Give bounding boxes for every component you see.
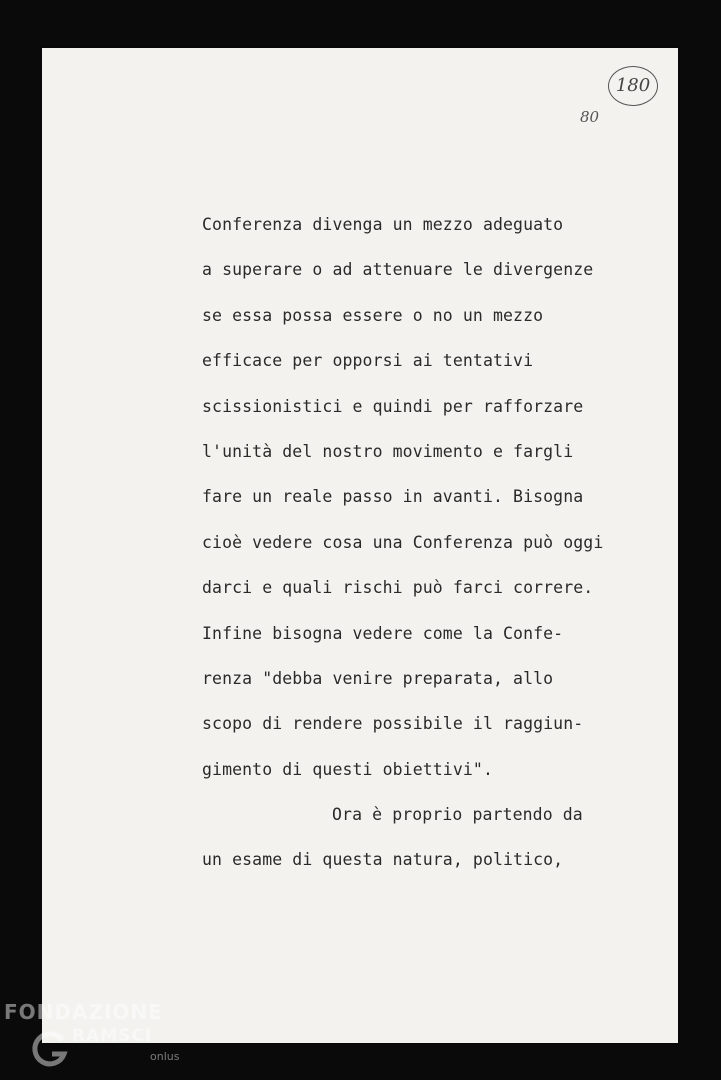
text-line: a superare o ad attenuare le divergenze [202,260,594,280]
typewritten-text [202,212,682,893]
folio-number-pencil: 80 [580,108,600,126]
watermark-line1: FONDAZIONE [4,1000,163,1024]
text-line: Ora è proprio partendo da [332,805,583,825]
text-line: un esame di questa natura, politico, [202,850,564,870]
watermark-line2: RAMSCI [72,1026,153,1046]
document-page [42,48,678,1043]
text-line: darci e quali rischi può farci correre. [202,578,594,598]
watermark-line3: onlus [150,1050,180,1063]
text-line: fare un reale passo in avanti. Bisogna [202,487,584,507]
text-line: scissionistici e quindi per rafforzare [202,396,584,416]
text-line: se essa possa essere o no un mezzo [202,305,544,325]
text-line: renza "debba venire preparata, allo [202,668,554,688]
text-line: Infine bisogna vedere come la Confe- [202,623,564,643]
text-line: l'unità del nostro movimento e fargli [202,441,574,461]
fondazione-gramsci-watermark [4,1000,204,1080]
text-line: Conferenza divenga un mezzo adeguato [202,215,564,234]
text-line: gimento di questi obiettivi". [202,759,493,779]
folio-number-circled: 180 [608,66,658,106]
text-line: scopo di rendere possibile il raggiun- [202,714,584,734]
text-line: cioè vedere cosa una Conferenza può oggi [202,532,604,552]
watermark-g-icon [30,1030,70,1070]
text-line: efficace per opporsi ai tentativi [202,351,534,371]
